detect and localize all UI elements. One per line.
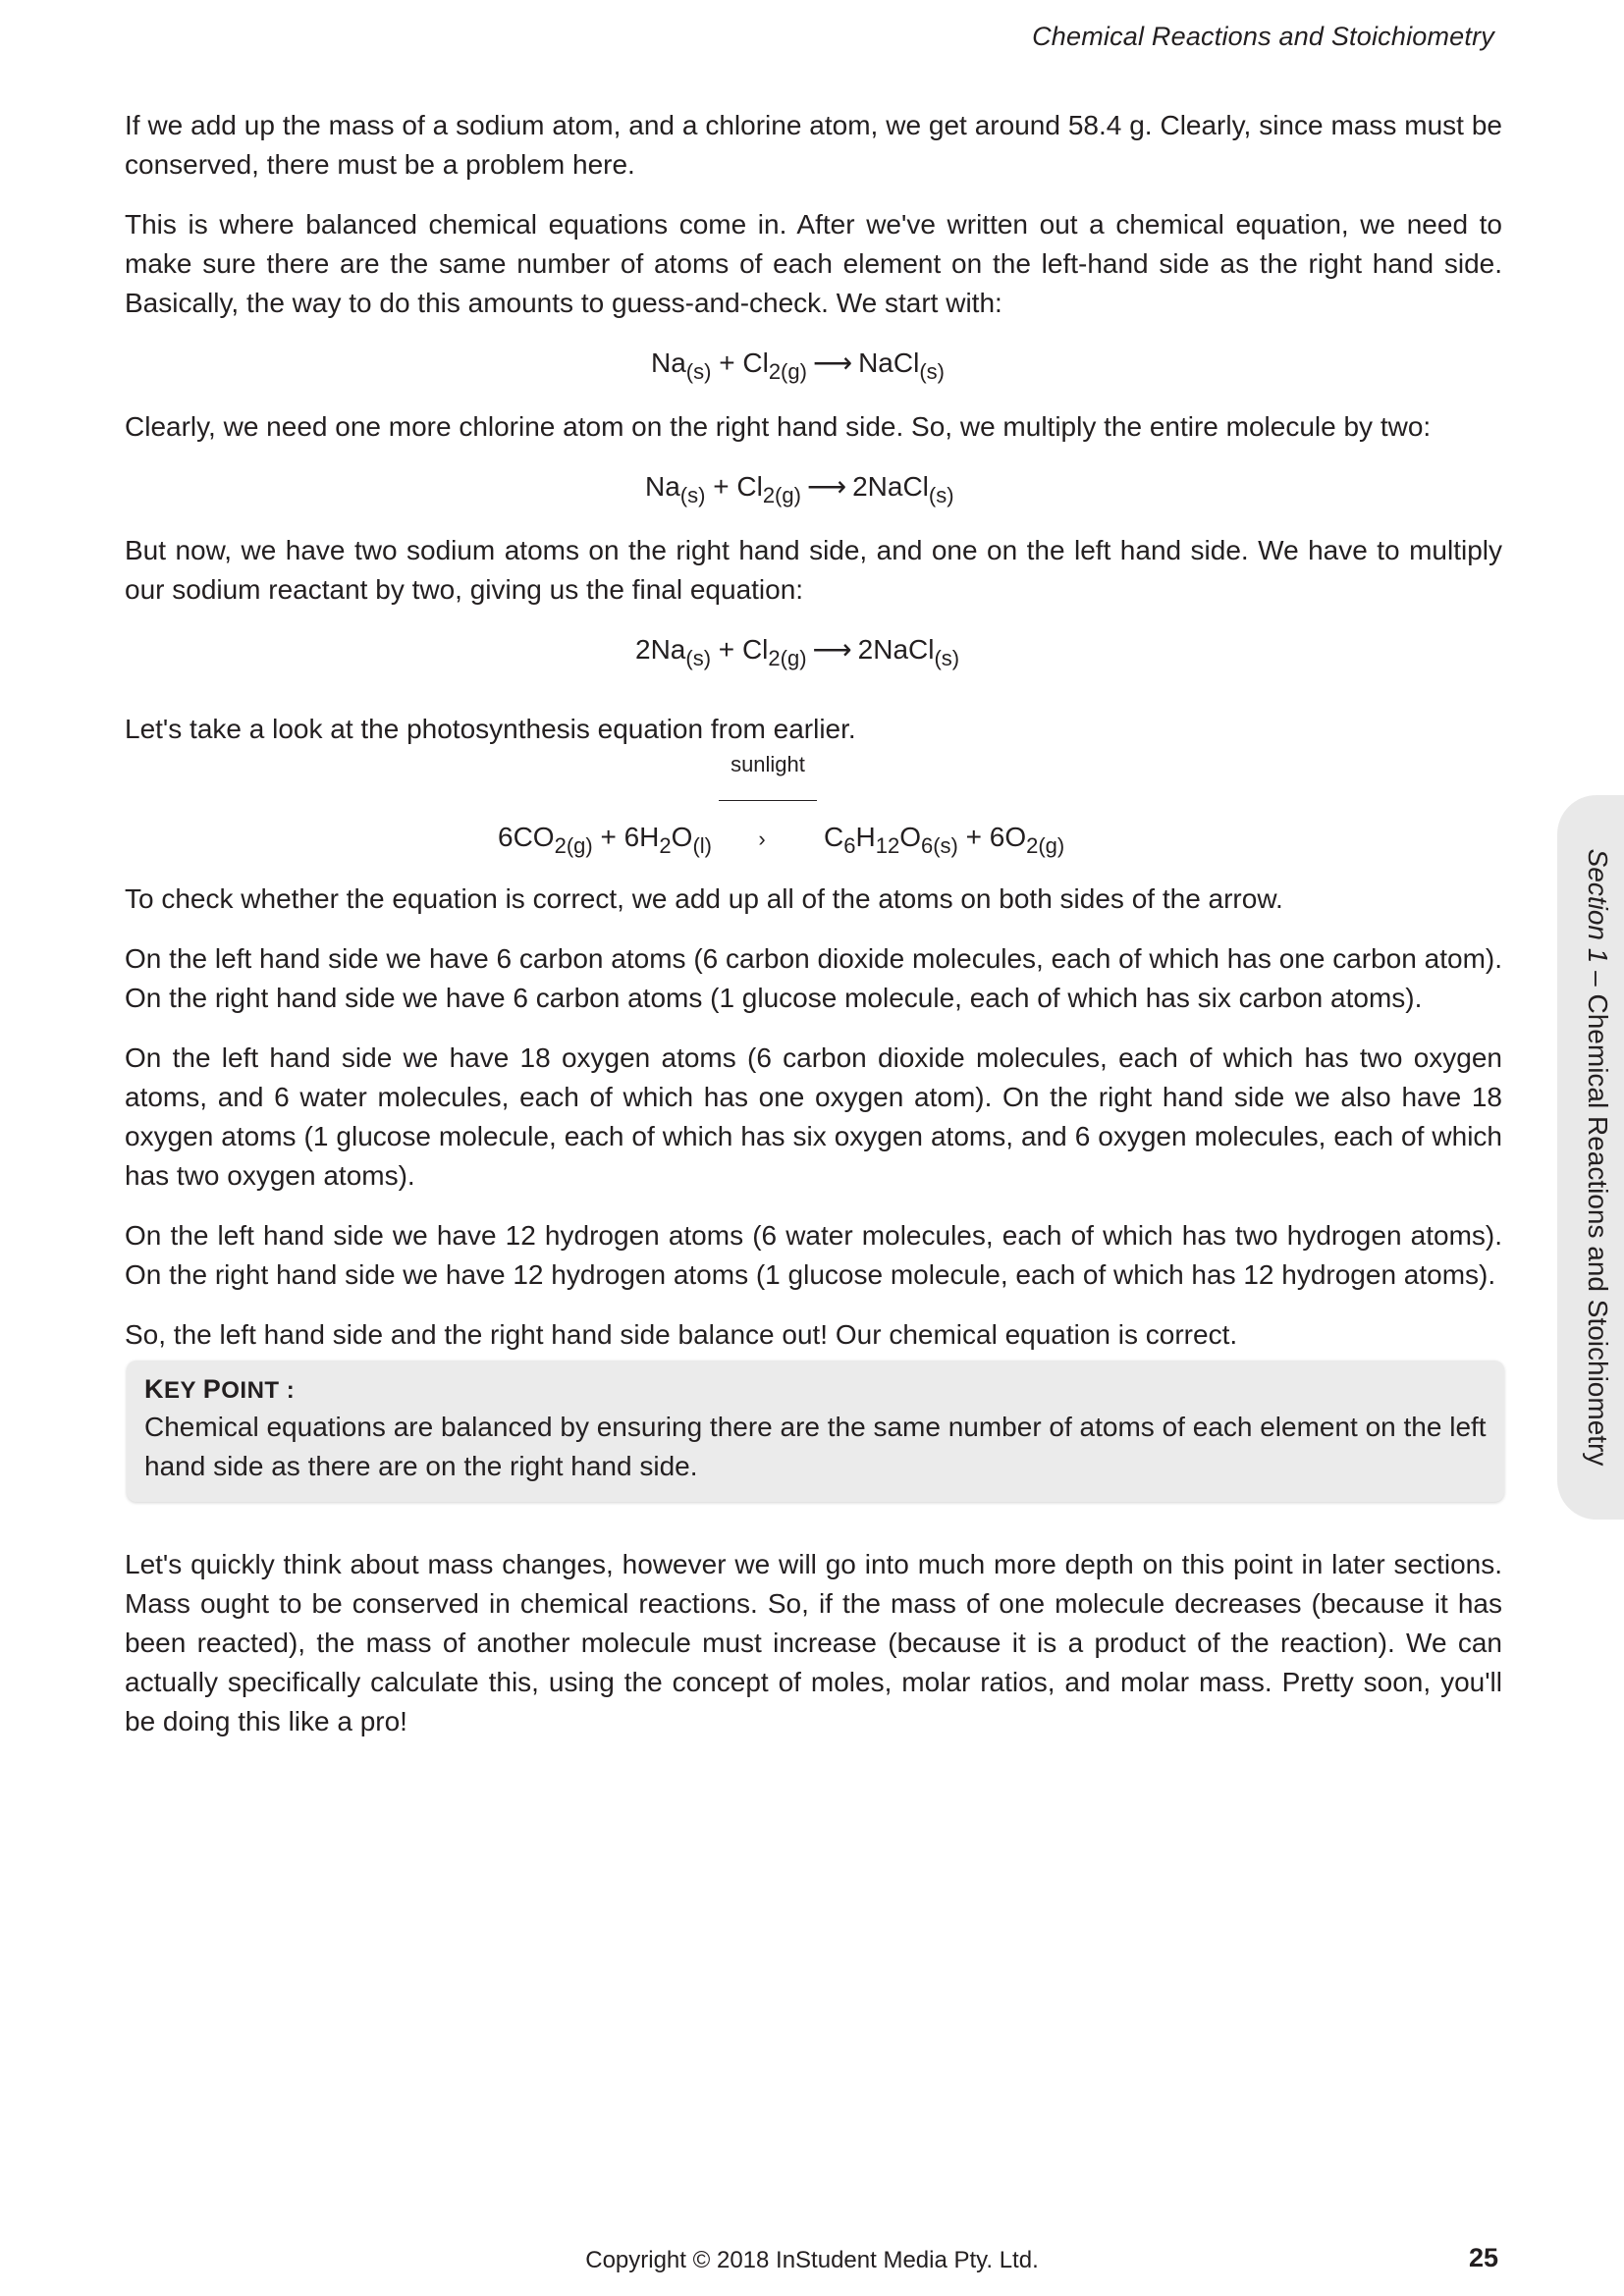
- paragraph: On the left hand side we have 6 carbon atoms (6 carbon dioxide molecules, each of which has one carbon atom). On the right hand side we have 6 carbon atoms (1 glucose molecule, each of which has six carbon atoms).: [125, 943, 1502, 1013]
- equation-sodium-chlorine-partial: [125, 467, 1502, 507]
- copyright-notice: Copyright © 2018 InStudent Media Pty. Ltd.: [585, 2247, 1039, 2273]
- key-point-text: Chemical equations are balanced by ensuring there are the same number of atoms of each element on the left hand side as there are on the right hand side.: [144, 1412, 1487, 1481]
- sunlight-label: sunlight: [731, 752, 805, 776]
- eq-term: + Cl: [711, 634, 769, 665]
- section-title: Chemical Reactions and Stoichiometry: [1583, 993, 1613, 1467]
- arrow-head-icon: ›: [758, 827, 766, 851]
- eq-subscript: 2: [659, 833, 672, 858]
- eq-term: + Cl: [711, 347, 769, 378]
- kp-title-part: EY: [164, 1377, 203, 1404]
- eq-subscript: (s): [685, 359, 712, 384]
- eq-subscript: 2(g): [768, 646, 807, 670]
- eq-subscript: 2(g): [768, 359, 807, 384]
- eq-term: + 6O: [957, 822, 1027, 852]
- arrow-shaft: [719, 800, 817, 801]
- kp-title-part: P: [202, 1374, 222, 1404]
- paragraph: This is where balanced chemical equations come in. After we've written out a chemical equation, we need to make sure there are the same number of atoms of each element on the left-hand side as the right hand side. Basically, the way to do this amounts to guess-and-check. We start with:: [125, 209, 1502, 318]
- section-number: Section 1: [1583, 848, 1613, 964]
- eq-term: 2Na: [635, 634, 686, 665]
- sunlight-reaction-arrow: [716, 752, 820, 859]
- eq-subscript: 2(g): [762, 483, 801, 507]
- eq-term: Na: [645, 471, 680, 502]
- eq-subscript: (s): [685, 646, 712, 670]
- eq-term: C: [823, 822, 844, 852]
- eq-subscript: 6(s): [920, 833, 958, 858]
- paragraph: Let's take a look at the photosynthesis equation from earlier.: [125, 714, 856, 744]
- eq-term: NaCl: [858, 347, 920, 378]
- eq-subscript: (s): [919, 359, 945, 384]
- running-header-title: Chemical Reactions and Stoichiometry: [1032, 22, 1494, 51]
- eq-term: 2NaCl: [852, 471, 929, 502]
- paragraph: Clearly, we need one more chlorine atom on the right hand side. So, we multiply the entire molecule by two:: [125, 411, 1432, 442]
- eq-subscript: (s): [928, 483, 954, 507]
- equation-sodium-chlorine-balanced: [125, 630, 1502, 669]
- reaction-arrow: ⟶: [806, 471, 847, 502]
- eq-term: O: [671, 822, 693, 852]
- eq-term: 2NaCl: [857, 634, 935, 665]
- reaction-arrow: ⟶: [812, 347, 853, 378]
- eq-term: + Cl: [705, 471, 763, 502]
- page-content: [125, 106, 1502, 1762]
- reaction-arrow: ⟶: [812, 634, 852, 665]
- section-dash: –: [1583, 963, 1613, 994]
- eq-term: O: [899, 822, 921, 852]
- page-number: 25: [1468, 2243, 1498, 2272]
- eq-term: Na: [651, 347, 686, 378]
- kp-title-part: K: [144, 1374, 164, 1404]
- equation-photosynthesis: [125, 752, 1502, 859]
- eq-subscript: (s): [934, 646, 960, 670]
- eq-subscript: (l): [692, 833, 712, 858]
- eq-subscript: 12: [875, 833, 900, 858]
- key-point-title: [144, 1372, 1487, 1408]
- eq-subscript: (s): [679, 483, 706, 507]
- section-side-label: [1581, 814, 1614, 1501]
- kp-title-part: OINT :: [221, 1377, 296, 1404]
- eq-term: + 6H: [592, 822, 660, 852]
- eq-term: 6CO: [498, 822, 555, 852]
- equation-sodium-chlorine-unbalanced: [125, 344, 1502, 383]
- eq-term: H: [855, 822, 876, 852]
- paragraph: To check whether the equation is correct, we add up all of the atoms on both sides of the arrow.: [125, 883, 1283, 914]
- paragraph: On the left hand side we have 12 hydrogen atoms (6 water molecules, each of which has two hydrogen atoms). On the right hand side we have 12 hydrogen atoms (1 glucose molecule, each of which has 12 hydrogen atoms).: [125, 1220, 1502, 1290]
- eq-subscript: 6: [843, 833, 856, 858]
- paragraph: But now, we have two sodium atoms on the right hand side, and one on the left hand side. We have to multiply our sodium reactant by two, giving us the final equation:: [125, 535, 1502, 605]
- paragraph: If we add up the mass of a sodium atom, and a chlorine atom, we get around 58.4 g. Clearly, since mass must be conserved, there must be a problem here.: [125, 110, 1502, 180]
- paragraph: So, the left hand side and the right hand side balance out! Our chemical equation is correct.: [125, 1319, 1238, 1350]
- eq-subscript: 2(g): [1026, 833, 1065, 858]
- paragraph: On the left hand side we have 18 oxygen atoms (6 carbon dioxide molecules, each of which has two oxygen atoms, and 6 water molecules, each of which has one oxygen atom). On the right hand side we also have 18 oxygen atoms (1 glucose molecule, each of which has six oxygen atoms, and 6 oxygen molecules, each of which has two oxygen atoms).: [125, 1042, 1502, 1191]
- paragraph: Let's quickly think about mass changes, however we will go into much more depth on this point in later sections. Mass ought to be conserved in chemical reactions. So, if the mass of one molecule decreases (because it has been reacted), the mass of another molecule must increase (because it is a product of the reaction). We can actually specifically calculate this, using the concept of moles, molar ratios, and molar mass. Pretty soon, you'll be doing this like a pro!: [125, 1549, 1502, 1736]
- key-point-box: [127, 1361, 1504, 1502]
- eq-subscript: 2(g): [554, 833, 593, 858]
